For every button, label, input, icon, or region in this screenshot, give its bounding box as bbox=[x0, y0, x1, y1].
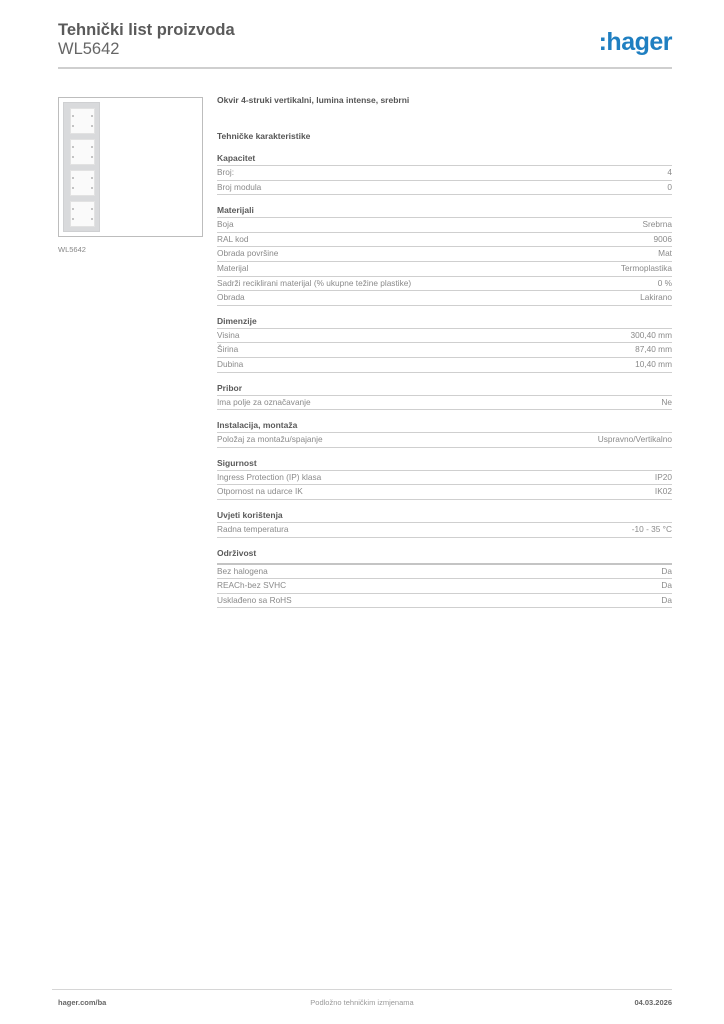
spec-value: Ne bbox=[661, 396, 672, 407]
section-title: Uvjeti korištenja bbox=[217, 510, 672, 523]
frame-illustration bbox=[63, 102, 100, 232]
header-divider bbox=[58, 67, 672, 69]
spec-label: Radna temperatura bbox=[217, 523, 289, 534]
spec-value: 10,40 mm bbox=[635, 358, 672, 369]
spec-row bbox=[217, 262, 672, 277]
spec-section bbox=[217, 458, 672, 500]
document-title: Tehnički list proizvoda bbox=[58, 21, 235, 39]
spec-value: Mat bbox=[658, 248, 672, 259]
spec-label: Sadrži reciklirani materijal (% ukupne težine plastike) bbox=[217, 277, 412, 288]
spec-row bbox=[217, 343, 672, 358]
spec-label: Položaj za montažu/spajanje bbox=[217, 434, 323, 445]
product-description: Okvir 4-struki vertikalni, lumina intense, srebrni bbox=[217, 95, 410, 105]
footer-notice: Podložno tehničkim izmjenama bbox=[310, 998, 414, 1007]
spec-label: Širina bbox=[217, 344, 239, 355]
spec-row bbox=[217, 277, 672, 292]
spec-label: Bez halogena bbox=[217, 565, 268, 576]
spec-row bbox=[217, 233, 672, 248]
spec-value: Uspravno/Vertikalno bbox=[597, 434, 672, 445]
spec-label: RAL kod bbox=[217, 233, 249, 244]
section-title: Sigurnost bbox=[217, 458, 672, 471]
spec-value: 87,40 mm bbox=[635, 344, 672, 355]
spec-row bbox=[217, 579, 672, 594]
spec-value: Termoplastika bbox=[620, 262, 672, 273]
spec-value: Lakirano bbox=[640, 292, 672, 303]
footer-divider bbox=[52, 989, 672, 990]
document-header bbox=[58, 21, 672, 59]
section-title: Pribor bbox=[217, 383, 672, 396]
spec-label: Boja bbox=[217, 219, 234, 230]
section-title: Dimenzije bbox=[217, 316, 672, 329]
spec-value: 9006 bbox=[653, 233, 672, 244]
spec-section bbox=[217, 153, 672, 195]
spec-section bbox=[217, 548, 672, 609]
spec-label: Visina bbox=[217, 329, 240, 340]
spec-row bbox=[217, 247, 672, 262]
footer-website[interactable]: hager.com/ba bbox=[58, 998, 107, 1007]
spec-label: Usklađeno sa RoHS bbox=[217, 594, 292, 605]
spec-label: Obrada površine bbox=[217, 248, 279, 259]
hager-logo: :hager bbox=[598, 28, 672, 56]
footer-date: 04.03.2026 bbox=[634, 998, 672, 1007]
spec-label: Obrada bbox=[217, 292, 245, 303]
spec-row bbox=[217, 218, 672, 233]
spec-row bbox=[217, 181, 672, 196]
spec-label: Broj modula bbox=[217, 181, 262, 192]
spec-label: Dubina bbox=[217, 358, 244, 369]
spec-row bbox=[217, 166, 672, 181]
spec-row bbox=[217, 291, 672, 306]
image-caption: WL5642 bbox=[58, 245, 86, 254]
spec-section bbox=[217, 420, 672, 448]
spec-value: Srebrna bbox=[642, 219, 672, 230]
spec-row bbox=[217, 358, 672, 373]
spec-value: 0 bbox=[667, 181, 672, 192]
spec-row bbox=[217, 396, 672, 411]
tech-heading: Tehničke karakteristike bbox=[217, 131, 311, 141]
section-title: Materijali bbox=[217, 205, 672, 218]
spec-section bbox=[217, 383, 672, 411]
spec-row bbox=[217, 485, 672, 500]
section-title: Instalacija, montaža bbox=[217, 420, 672, 433]
spec-label: Ima polje za označavanje bbox=[217, 396, 311, 407]
spec-row bbox=[217, 523, 672, 538]
spec-value: IP20 bbox=[654, 471, 672, 482]
spec-row bbox=[217, 329, 672, 344]
spec-value: IK02 bbox=[654, 486, 672, 497]
spec-label: Materijal bbox=[217, 262, 249, 273]
spec-sections bbox=[217, 153, 672, 608]
spec-label: Broj: bbox=[217, 167, 235, 177]
spec-label: Otpornost na udarce IK bbox=[217, 486, 303, 497]
spec-value: Da bbox=[661, 580, 672, 591]
spec-value: Da bbox=[661, 594, 672, 605]
product-code: WL5642 bbox=[58, 40, 120, 58]
spec-value: 300,40 mm bbox=[630, 329, 672, 340]
spec-value: 4 bbox=[667, 167, 672, 177]
spec-section bbox=[217, 510, 672, 538]
spec-label: REACh-bez SVHC bbox=[217, 580, 287, 591]
section-title: Održivost bbox=[217, 548, 672, 565]
spec-row bbox=[217, 594, 672, 609]
section-title: Kapacitet bbox=[217, 153, 672, 166]
spec-row bbox=[217, 433, 672, 448]
spec-content bbox=[217, 95, 672, 618]
spec-row bbox=[217, 565, 672, 580]
spec-label: Ingress Protection (IP) klasa bbox=[217, 471, 322, 482]
spec-section bbox=[217, 205, 672, 306]
spec-value: -10 - 35 °C bbox=[631, 523, 672, 534]
spec-value: Da bbox=[661, 565, 672, 576]
spec-row bbox=[217, 471, 672, 486]
product-image bbox=[58, 97, 203, 237]
spec-section bbox=[217, 316, 672, 373]
spec-value: 0 % bbox=[657, 277, 672, 288]
